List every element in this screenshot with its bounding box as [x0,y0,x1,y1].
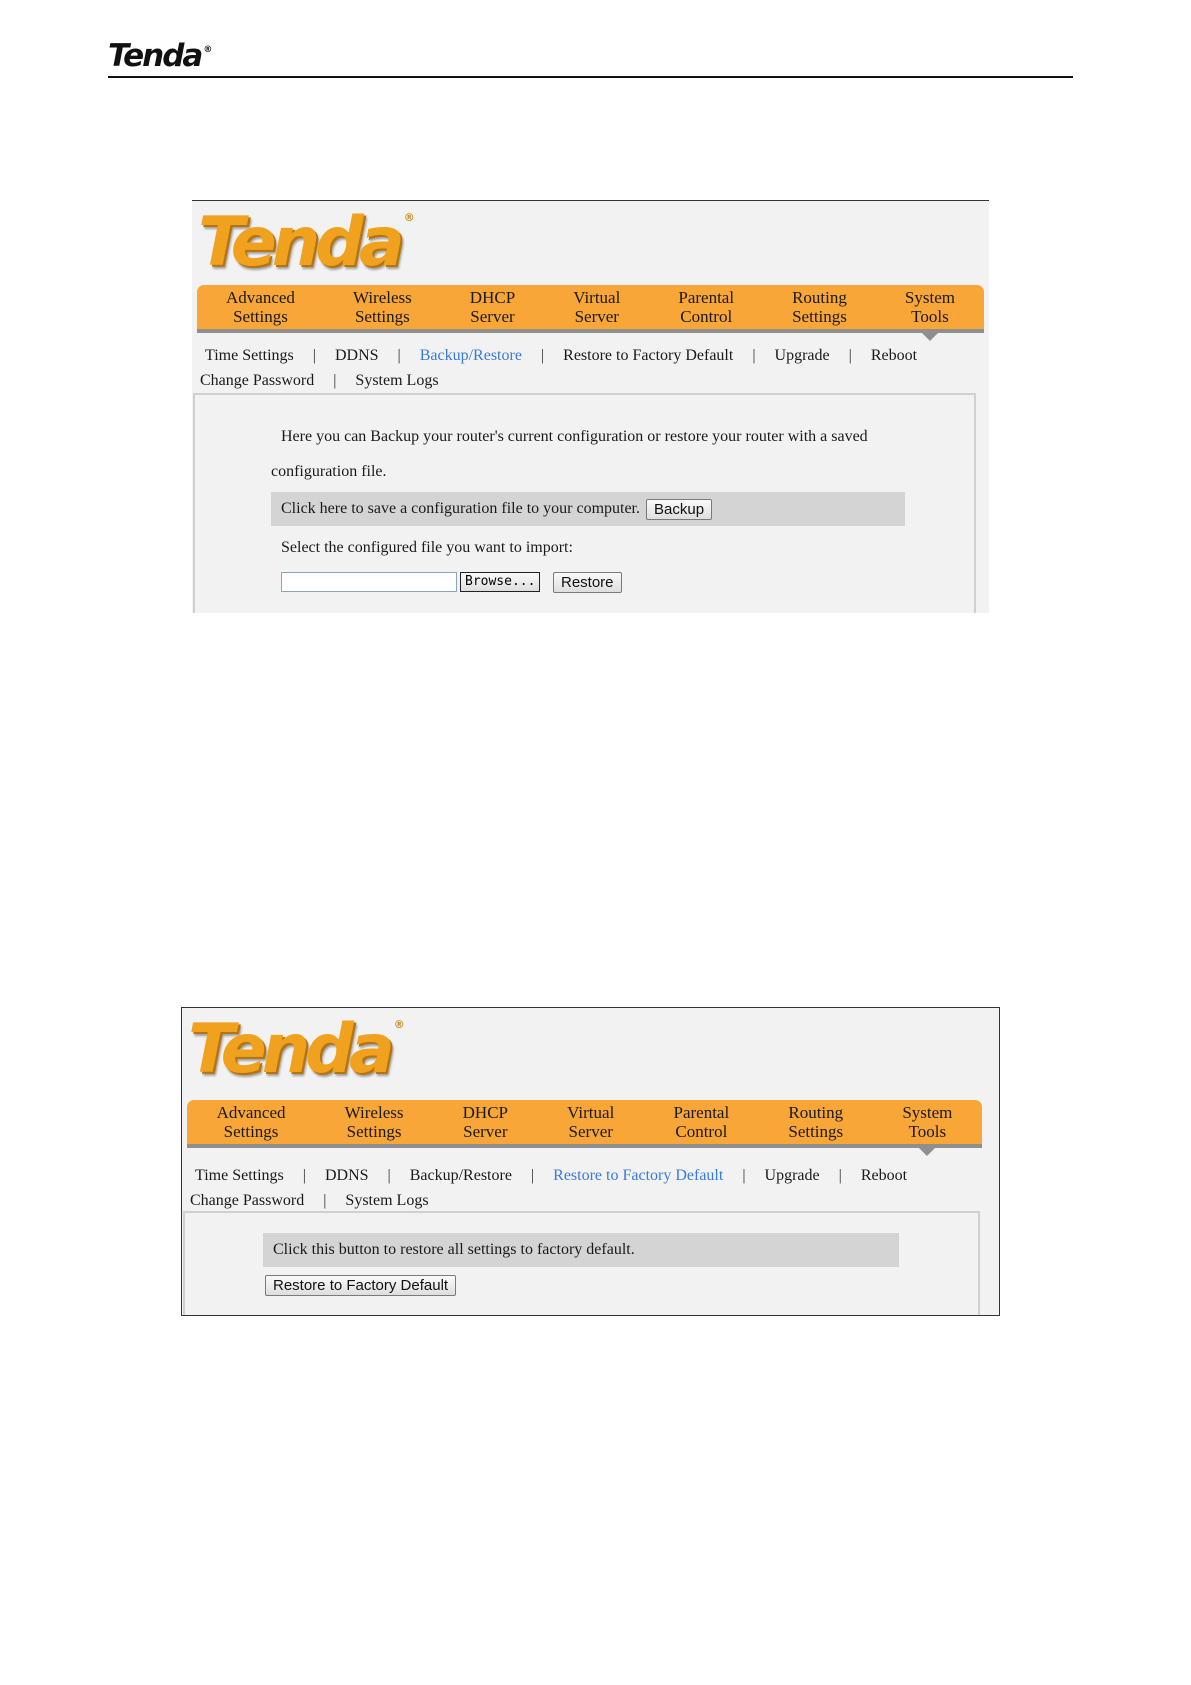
nav-virtual-server[interactable]: Virtual Server [573,288,621,326]
nav-parental-control[interactable]: Parental Control [678,288,735,326]
nav-advanced-settings[interactable]: Advanced Settings [226,288,295,326]
factory-instruction: Click this button to restore all settings to factory default. [273,1241,635,1258]
nav-wireless-settings[interactable]: Wireless Settings [352,288,412,326]
backup-restore-screenshot [192,200,989,613]
config-file-input[interactable] [281,572,457,592]
sub-link-factory-default[interactable]: Restore to Factory Default [563,346,734,364]
main-nav [187,1100,982,1148]
nav-advanced-settings[interactable]: Advanced Settings [216,1103,286,1141]
sub-nav: Time Settings | DDNS | Backup/Restore | Restore to Factory Default | Upgrade | Reboot Change Password | System Logs [200,343,960,393]
sub-link-backup-restore[interactable]: Backup/Restore [419,346,522,364]
nav-dhcp-server[interactable]: DHCP Server [462,1103,508,1141]
nav-dhcp-server[interactable]: DHCP Server [469,288,516,326]
sub-link-factory-default[interactable]: Restore to Factory Default [553,1166,724,1184]
backup-row [271,492,905,526]
sub-link-system-logs[interactable]: System Logs [355,371,439,389]
header-rule [108,76,1073,78]
intro-text: Here you can Backup your router's current configuration or restore your router with a saved configuration file. [271,428,868,480]
restore-factory-default-button[interactable]: Restore to Factory Default [265,1275,456,1296]
nav-system-tools[interactable]: System Tools [902,1103,953,1141]
backup-button[interactable]: Backup [646,499,712,520]
nav-routing-settings[interactable]: Routing Settings [792,288,847,326]
sub-link-reboot[interactable]: Reboot [860,1166,908,1184]
main-nav [197,285,984,333]
backup-content-panel [193,393,976,613]
sub-link-change-password[interactable]: Change Password [190,1191,305,1209]
sub-link-upgrade[interactable]: Upgrade [764,1166,820,1184]
router-logo: Tenda ® [198,203,415,282]
sub-link-backup-restore[interactable]: Backup/Restore [409,1166,512,1184]
router-logo: Tenda ® [188,1010,405,1089]
nav-parental-control[interactable]: Parental Control [673,1103,730,1141]
factory-default-screenshot [181,1007,1000,1316]
factory-instruction-row [263,1233,899,1267]
nav-virtual-server[interactable]: Virtual Server [567,1103,615,1141]
restore-button[interactable]: Restore [553,572,622,593]
nav-system-tools[interactable]: System Tools [904,288,955,326]
import-label: Select the configured file you want to import: [281,539,573,556]
browse-button[interactable]: Browse... [460,572,540,592]
sub-link-reboot[interactable]: Reboot [870,346,918,364]
sub-link-time-settings[interactable]: Time Settings [205,346,294,364]
factory-content-panel [183,1211,980,1316]
sub-link-system-logs[interactable]: System Logs [345,1191,429,1209]
sub-link-ddns[interactable]: DDNS [324,1166,369,1184]
backup-instruction: Click here to save a configuration file to your computer. [281,500,640,517]
sub-link-upgrade[interactable]: Upgrade [774,346,830,364]
sub-link-ddns[interactable]: DDNS [334,346,379,364]
nav-wireless-settings[interactable]: Wireless Settings [344,1103,404,1141]
sub-nav: Time Settings | DDNS | Backup/Restore | Restore to Factory Default | Upgrade | Reboot Change Password | System Logs [190,1163,970,1213]
document-logo: Tenda ® [108,38,213,74]
sub-link-change-password[interactable]: Change Password [200,371,315,389]
sub-link-time-settings[interactable]: Time Settings [195,1166,284,1184]
nav-routing-settings[interactable]: Routing Settings [788,1103,844,1141]
document-header [108,36,1073,80]
